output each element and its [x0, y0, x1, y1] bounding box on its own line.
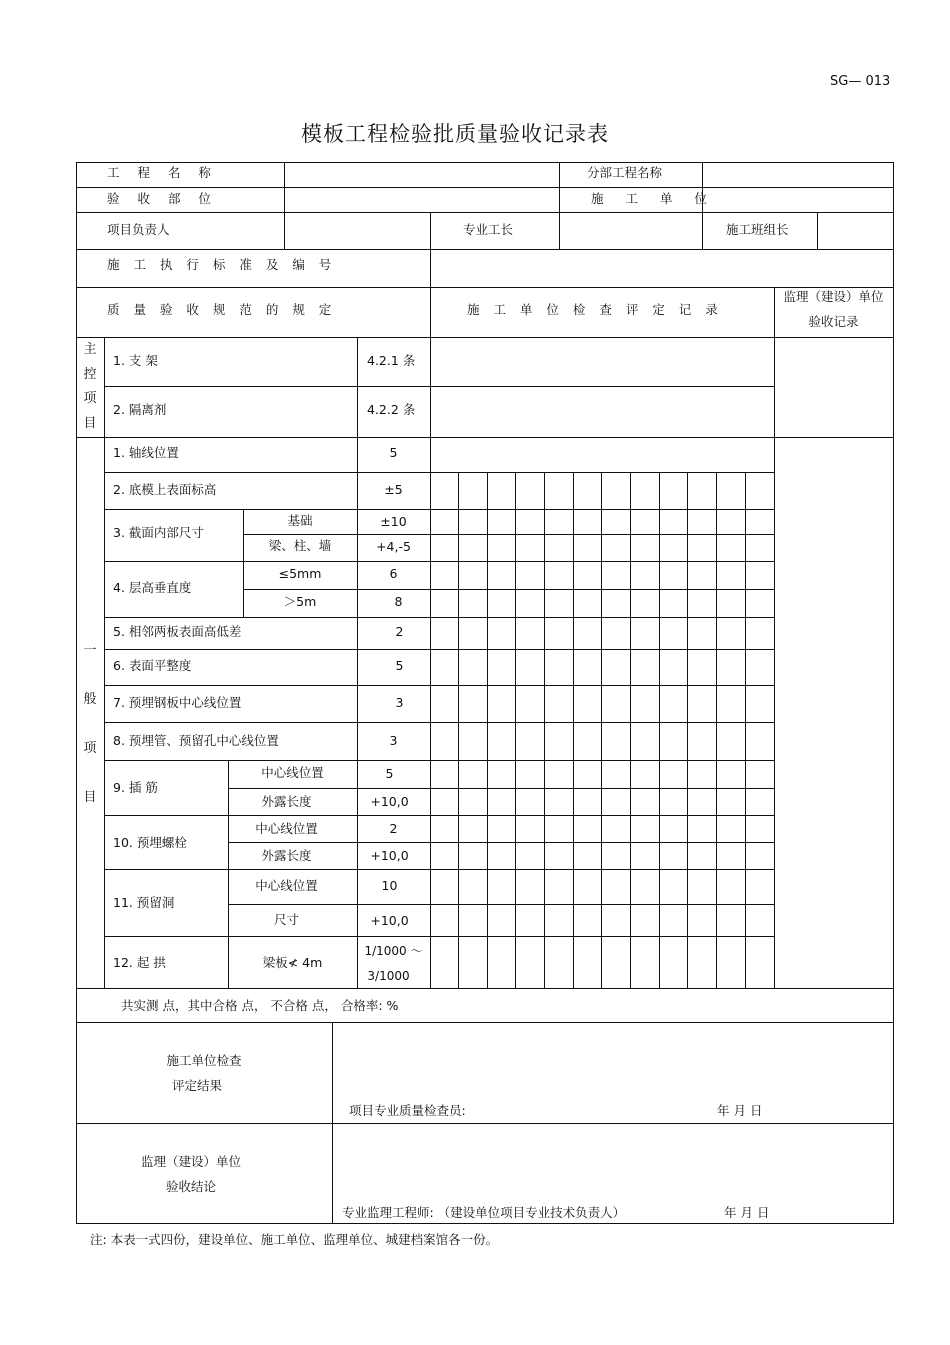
- row-line: [76, 287, 894, 288]
- row-line: [104, 386, 774, 387]
- sub-project-label: 分部工程名称: [587, 165, 663, 180]
- grid-line: [458, 472, 459, 988]
- row-line: [104, 472, 774, 473]
- grid-line: [745, 472, 746, 988]
- row-line: [76, 212, 894, 213]
- supervisor-result-label: 监理（建设）单位: [140, 1154, 241, 1169]
- row-line: [76, 187, 894, 188]
- project-name-label: 工 程 名 称: [107, 165, 218, 180]
- grid-line: [687, 472, 688, 988]
- check-record-label: 施 工 单 位 检 查 评 定 记 录: [467, 302, 723, 317]
- col-line: [332, 1022, 333, 1223]
- row-line: [104, 760, 774, 761]
- row-line: [104, 936, 774, 937]
- supervisor-result-label: 验收结论: [165, 1179, 216, 1194]
- general-item-value: +4,-5: [376, 539, 411, 554]
- row-line: [228, 842, 774, 843]
- engineer-date: 年 月 日: [724, 1205, 770, 1220]
- row-line: [243, 589, 774, 590]
- general-item-name: 9. 插 筋: [113, 780, 158, 795]
- row-line: [104, 869, 774, 870]
- general-item-name: 10. 预埋螺栓: [113, 835, 187, 850]
- general-item-value: 2: [389, 821, 398, 836]
- supervisor-record-label: 监理（建设）单位: [783, 289, 884, 304]
- general-subitem-name: 中心线位置: [255, 821, 318, 836]
- foreman-label: 专业工长: [463, 222, 514, 237]
- general-item-name: 4. 层高垂直度: [113, 580, 192, 595]
- row-line: [76, 249, 894, 250]
- general-item-value: 8: [394, 594, 403, 609]
- grid-line: [487, 472, 488, 988]
- general-item-value: +10,0: [370, 913, 409, 928]
- row-line: [76, 988, 894, 989]
- row-line: [228, 904, 774, 905]
- general-item-value: 3/1000: [367, 969, 410, 983]
- general-item-value: 3: [395, 695, 404, 710]
- spec-label: 质 量 验 收 规 范 的 规 定: [107, 302, 337, 317]
- general-item-value: 3: [389, 733, 398, 748]
- main-items-label: 主控项目: [83, 342, 97, 431]
- general-item-name: 6. 表面平整度: [113, 658, 192, 673]
- general-item-name: 1. 轴线位置: [113, 445, 179, 460]
- row-line: [76, 1022, 894, 1023]
- col-line: [559, 162, 560, 249]
- grid-line: [601, 472, 602, 988]
- col-line: [284, 162, 285, 249]
- col-line: [817, 212, 818, 249]
- general-subitem-name: 梁板≮ 4m: [262, 955, 323, 970]
- row-line: [76, 437, 894, 438]
- general-item-name: 3. 截面内部尺寸: [113, 525, 204, 540]
- general-item-value: 2: [395, 624, 404, 639]
- row-line: [104, 685, 774, 686]
- row-line: [104, 722, 774, 723]
- main-item-clause: 4.2.1 条: [367, 353, 416, 368]
- general-subitem-name: 外露长度: [261, 848, 312, 863]
- general-item-value: 10: [381, 878, 398, 893]
- general-subitem-name: 外露长度: [261, 794, 312, 809]
- grid-line: [573, 472, 574, 988]
- main-item-name: 2. 隔离剂: [113, 402, 167, 417]
- inspect-part-label: 验 收 部 位: [107, 191, 218, 206]
- general-item-value: +10,0: [370, 848, 409, 863]
- general-item-value: ±5: [384, 482, 403, 497]
- row-line: [104, 561, 774, 562]
- general-subitem-name: ＞5m: [283, 594, 317, 609]
- general-items-label: 一般项目: [83, 643, 97, 805]
- row-line: [228, 788, 774, 789]
- general-item-value: 6: [389, 566, 398, 581]
- general-subitem-name: 中心线位置: [255, 878, 318, 893]
- col-line: [774, 287, 775, 988]
- general-item-value: ±10: [380, 514, 407, 529]
- general-subitem-name: 中心线位置: [261, 765, 324, 780]
- constructor-result-label: 评定结果: [171, 1078, 222, 1093]
- constructor-result-label: 施工单位检查: [166, 1053, 242, 1068]
- form-title: 模板工程检验批质量验收记录表: [301, 122, 609, 146]
- table-border-right: [893, 162, 894, 1223]
- general-subitem-name: 尺寸: [273, 912, 299, 927]
- col-line: [104, 337, 105, 988]
- row-line: [243, 534, 774, 535]
- standard-label: 施 工 执 行 标 准 及 编 号: [107, 257, 337, 272]
- grid-line: [659, 472, 660, 988]
- general-item-name: 2. 底模上表面标高: [113, 482, 217, 497]
- general-item-name: 5. 相邻两板表面高低差: [113, 624, 242, 639]
- general-subitem-name: 梁、柱、墙: [268, 538, 332, 553]
- row-line: [76, 1123, 894, 1124]
- general-item-name: 8. 预埋管、预留孔中心线位置: [113, 733, 279, 748]
- footnote: 注: 本表一式四份，建设单位、施工单位、监理单位、城建档案馆各一份。: [90, 1232, 499, 1247]
- general-subitem-name: ≤5mm: [278, 566, 322, 581]
- grid-line: [515, 472, 516, 988]
- quality-inspector-label: 项目专业质量检查员:: [349, 1103, 466, 1118]
- general-item-value: 5: [389, 445, 398, 460]
- constructor-label: 施 工 单 位: [591, 191, 716, 206]
- general-item-value: 5: [395, 658, 404, 673]
- table-border-bottom: [76, 1223, 894, 1224]
- row-line: [76, 337, 894, 338]
- grid-line: [630, 472, 631, 988]
- general-item-value: +10,0: [370, 794, 409, 809]
- main-item-clause: 4.2.2 条: [367, 402, 416, 417]
- row-line: [104, 509, 774, 510]
- row-line: [104, 815, 774, 816]
- general-item-value: 5: [385, 766, 394, 781]
- project-manager-label: 项目负责人: [107, 222, 170, 237]
- table-border-top: [76, 162, 894, 163]
- supervising-engineer-label: 专业监理工程师: （建设单位项目专业技术负责人）: [342, 1205, 626, 1220]
- row-line: [104, 649, 774, 650]
- general-item-name: 12. 起 拱: [113, 955, 166, 970]
- main-item-name: 1. 支 架: [113, 353, 158, 368]
- summary-line: 共实测 点，其中合格 点， 不合格 点， 合格率: %: [121, 998, 399, 1013]
- grid-line: [544, 472, 545, 988]
- document-code: SG— 013: [830, 74, 891, 89]
- supervisor-record-label: 验收记录: [808, 314, 859, 329]
- general-subitem-name: 基础: [287, 513, 313, 528]
- grid-line: [716, 472, 717, 988]
- general-item-name: 7. 预埋钢板中心线位置: [113, 695, 242, 710]
- general-item-name: 11. 预留洞: [113, 895, 175, 910]
- team-leader-label: 施工班组长: [726, 222, 789, 237]
- inspector-date: 年 月 日: [717, 1103, 763, 1118]
- row-line: [104, 617, 774, 618]
- general-item-value: 1/1000 ～: [364, 944, 423, 958]
